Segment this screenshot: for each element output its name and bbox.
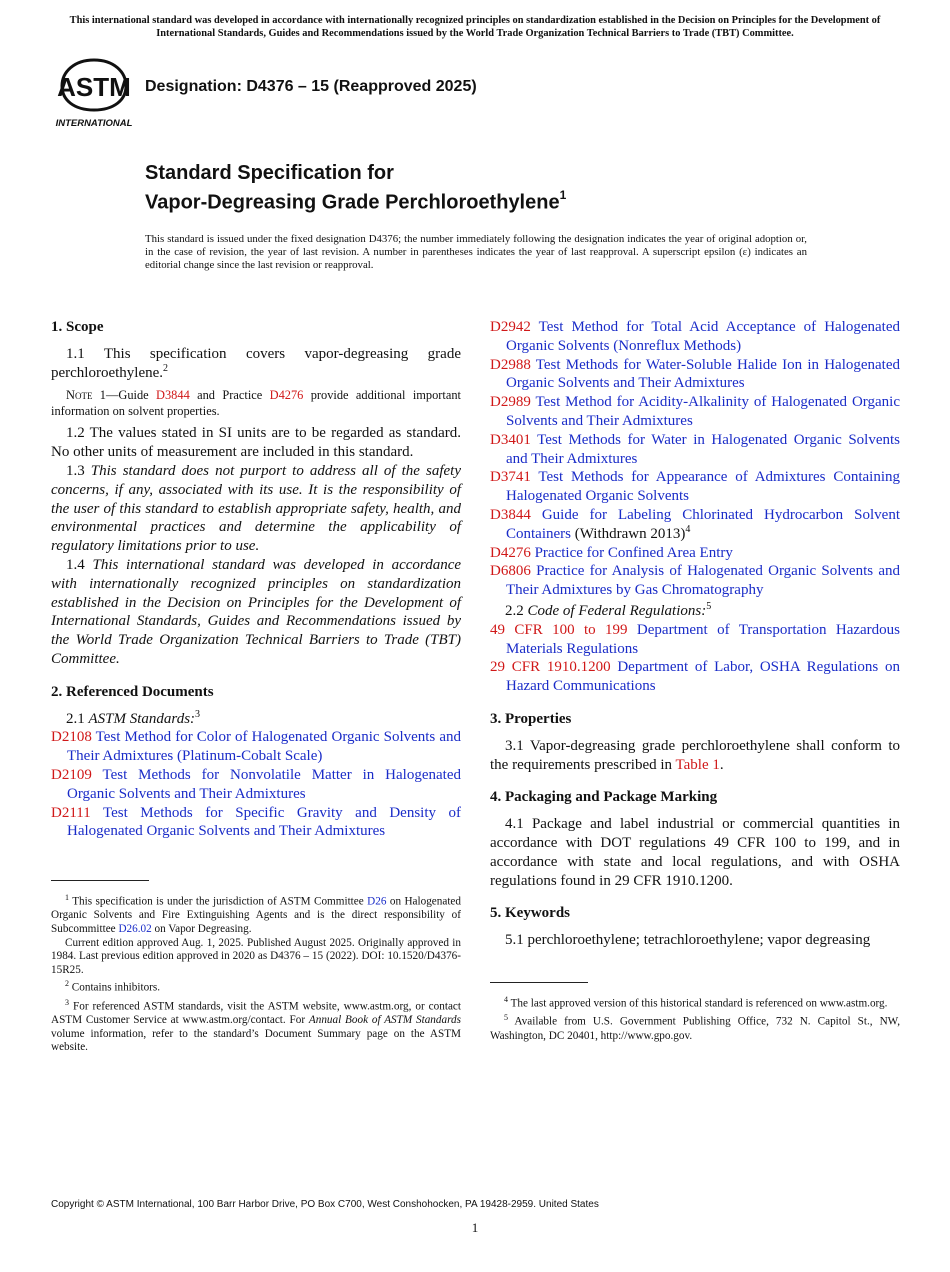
footnote-4-text: The last approved version of this historical standard is referenced on www.astm.org. xyxy=(508,997,888,1010)
para-1-2: 1.2 The values stated in SI units are to be regarded as standard. No other units of measurement are included in this standard. xyxy=(51,425,461,461)
footnote-3 xyxy=(51,996,461,1055)
cfr-label-text: Code of Federal Regulations: xyxy=(527,602,707,619)
footnote-4-mark: 4 xyxy=(504,995,508,1004)
section-1-heading: 1. Scope xyxy=(51,319,104,335)
ref-d6806-title[interactable]: Practice for Analysis of Halogenated Organic Solvents and Their Admixtures by Gas Chromatography xyxy=(506,563,901,599)
footnote-rule-right xyxy=(490,982,588,983)
footnote-1-a: This specification is under the jurisdiction of ASTM Committee xyxy=(69,895,368,908)
ref-d3741-title[interactable]: Test Methods for Appearance of Admixtures Containing Halogenated Organic Solvents xyxy=(506,469,900,505)
para-3-1-end: . xyxy=(719,756,724,773)
note-1-c: provide additional important information on solvent properties. xyxy=(51,388,461,418)
svg-text:ASTM: ASTM xyxy=(57,72,131,102)
footnote-1-edition: Current edition approved Aug. 1, 2025. Published August 2025. Originally approved in 1984. Last previous edition approved in 2020 as D4376 – 15 (2022). DOI: 10.1520/D4376-15R25. xyxy=(51,936,461,976)
footnote-2-mark: 2 xyxy=(65,979,69,989)
title-line-2-text: Vapor-Degreasing Grade Perchloroethylene xyxy=(145,191,560,214)
ref-d3844-withdrawn: (Withdrawn 2013) xyxy=(571,525,686,542)
ref-d3401-code[interactable]: D3401 xyxy=(490,431,531,448)
ref-d2109 xyxy=(51,766,461,804)
footnote-3-mark: 3 xyxy=(65,997,69,1007)
para-1-3 xyxy=(51,462,461,556)
left-column xyxy=(51,318,461,841)
ref-49-cfr-title[interactable]: Department of Transportation Hazardous Materials Regulations xyxy=(506,621,900,657)
para-5-1: 5.1 perchloroethylene; tetrachloroethylene; vapor degreasing xyxy=(505,932,871,949)
ref-29-cfr-title[interactable]: Department of Labor, OSHA Regulations on Hazard Communications xyxy=(506,659,900,695)
note-1-link-d3844[interactable]: D3844 xyxy=(156,388,190,403)
designation: Designation: D4376 – 15 (Reapproved 2025) xyxy=(145,78,477,95)
footnote-2-text: Contains inhibitors. xyxy=(69,982,161,995)
ref-d2109-title[interactable]: Test Methods for Nonvolatile Matter in Halogenated Organic Solvents and Their Admixtures xyxy=(67,766,461,802)
note-1-a: —Guide xyxy=(106,388,157,403)
issue-note: This standard is issued under the fixed designation D4376; the number immediately following the designation indicates the year of original adoption or, in the case of revision, the year of last revision. A number in parentheses indicates the year of last reapproval. A superscript epsilon (ε) indicates an editorial change since the last revision or reapproval. xyxy=(145,233,807,271)
para-1-4-num: 1.4 xyxy=(66,556,93,573)
astm-label: ASTM Standards: xyxy=(88,710,196,727)
para-1-1 xyxy=(51,345,461,383)
top-notice: This international standard was developed in accordance with internationally recognized principles on standardization established in the Decision on Principles for the Development of International Standards, Guides and Recommendations issued by the World Trade Organization Technical Barriers to Trade (TBT) Committee. xyxy=(69,15,881,39)
para-3-1-text: 3.1 Vapor-degreasing grade perchloroethylene shall conform to the requirements prescribed in xyxy=(490,737,900,773)
para-1-1-text: 1.1 This specification covers vapor-degreasing grade perchloroethylene. xyxy=(51,345,461,381)
note-1 xyxy=(51,388,461,419)
ref-d4276 xyxy=(490,544,900,563)
ref-d2111 xyxy=(51,804,461,842)
table-1-link[interactable]: Table 1 xyxy=(675,756,720,773)
ref-d3844-sup: 4 xyxy=(685,523,691,535)
footnotes-right xyxy=(490,968,900,1043)
para-1-1-sup: 2 xyxy=(163,362,169,374)
para-3-1 xyxy=(490,737,900,775)
ref-d3844-code[interactable]: D3844 xyxy=(490,506,531,523)
para-4-1: 4.1 Package and label industrial or commercial quantities in accordance with DOT regulations 49 CFR 100 to 199, and in accordance with state and local regulations, and with OSHA regulations found in 29 CFR 1910.1200. xyxy=(490,816,900,889)
ref-d2111-title[interactable]: Test Methods for Specific Gravity and Density of Halogenated Organic Solvents and Their Admixtures xyxy=(67,804,461,840)
title-footnote-mark: 1 xyxy=(559,188,567,202)
ref-d3844 xyxy=(490,506,900,544)
footnote-3-b: volume information, refer to the standard’s Document Summary page on the ASTM website. xyxy=(51,1027,461,1054)
ref-d3401 xyxy=(490,431,900,469)
footnote-5-mark: 5 xyxy=(504,1013,508,1023)
logo-label: INTERNATIONAL xyxy=(55,118,133,129)
footnote-2 xyxy=(51,977,461,995)
ref-d3844-title[interactable]: Guide for Labeling Chlorinated Hydrocarbon Solvent Containers xyxy=(506,506,900,542)
note-1-link-d4276[interactable]: D4276 xyxy=(269,388,304,403)
cfr-num: 2.2 xyxy=(505,602,528,619)
footnote-5-text: Available from U.S. Government Publishing Office, 732 N. Capitol St., NW, Washington, DC 20401, http://www.gpo.gov. xyxy=(490,1016,900,1042)
ref-29-cfr xyxy=(490,658,900,696)
footnote-1-b: on Halogenated Organic Solvents and Fire Extinguishing Agents and is the direct responsibility of Subcommittee xyxy=(51,895,461,935)
para-1-4 xyxy=(51,556,461,669)
note-1-label: Note 1 xyxy=(66,388,106,403)
document-title xyxy=(145,161,566,215)
title-line-2 xyxy=(145,185,566,215)
ref-d2108-title[interactable]: Test Method for Color of Halogenated Organic Solvents and Their Admixtures (Platinum-Cobalt Scale) xyxy=(67,729,462,765)
ref-d2989-code[interactable]: D2989 xyxy=(490,394,531,411)
ref-49-cfr xyxy=(490,621,900,659)
footnote-4 xyxy=(490,993,900,1011)
section-3-heading: 3. Properties xyxy=(490,710,572,727)
section-2-heading: 2. Referenced Documents xyxy=(51,683,214,700)
footnote-1-c: on Vapor Degreasing. xyxy=(151,922,252,935)
cfr-label xyxy=(490,602,900,621)
para-1-3-num: 1.3 xyxy=(66,462,91,479)
ref-d2108-code[interactable]: D2108 xyxy=(51,729,92,746)
astm-standards-label xyxy=(51,710,461,729)
footnote-3-a: For referenced ASTM standards, visit the ASTM website, www.astm.org, or contact ASTM Customer Service at www.astm.org/contact. For xyxy=(51,1000,461,1026)
ref-d6806 xyxy=(490,562,900,600)
ref-d3401-title[interactable]: Test Methods for Water in Halogenated Organic Solvents and Their Admixtures xyxy=(506,431,901,467)
astm-logo-icon xyxy=(54,56,134,130)
ref-d2942-title[interactable]: Test Method for Total Acid Acceptance of Halogenated Organic Solvents (Nonreflux Methods) xyxy=(506,319,900,354)
astm-sup: 3 xyxy=(195,708,201,720)
footnotes-left xyxy=(51,866,461,1055)
ref-d4276-code[interactable]: D4276 xyxy=(490,544,531,561)
ref-d2988-code[interactable]: D2988 xyxy=(490,356,531,373)
footnote-1 xyxy=(51,891,461,937)
footnote-3-italic: Annual Book of ASTM Standards xyxy=(308,1013,461,1026)
section-5-heading: 5. Keywords xyxy=(490,905,570,922)
footnote-1-link-d26[interactable]: D26 xyxy=(367,895,387,908)
right-column xyxy=(490,318,900,950)
ref-d4276-title[interactable]: Practice for Confined Area Entry xyxy=(534,544,733,561)
note-1-b: and Practice xyxy=(189,388,270,403)
footnote-1-mark: 1 xyxy=(65,893,69,902)
ref-d2942-code[interactable]: D2942 xyxy=(490,319,531,335)
ref-d2111-code[interactable]: D2111 xyxy=(51,804,91,821)
ref-d3741-code[interactable]: D3741 xyxy=(490,469,531,486)
para-1-3-text: This standard does not purport to address all of the safety concerns, if any, associated with its use. It is the responsibility of the user of this standard to establish appropriate safety, health, and environmental practices and determine the applicability of regulatory limitations prior to use. xyxy=(51,462,461,555)
ref-d2989 xyxy=(490,393,900,431)
para-1-4-text: This international standard was developed in accordance with internationally recognized principles on standardization established in the Decision on Principles for the Development of International Standards, Guides and Recommendations issued by the World Trade Organization Technical Barriers to Trade (TBT) Committee. xyxy=(51,556,462,667)
footnote-5 xyxy=(490,1011,900,1043)
astm-num: 2.1 xyxy=(66,710,89,727)
ref-d2108 xyxy=(51,728,461,766)
copyright: Copyright © ASTM International, 100 Barr Harbor Drive, PO Box C700, West Conshohocken, PA 19428-2959. United States xyxy=(51,1199,599,1210)
ref-d3741 xyxy=(490,468,900,506)
footnote-1-link-d26-02[interactable]: D26.02 xyxy=(118,922,152,935)
ref-d2988-title[interactable]: Test Methods for Water-Soluble Halide Ion in Halogenated Organic Solvents and Their Admixtures xyxy=(506,356,900,392)
ref-d6806-code[interactable]: D6806 xyxy=(490,563,531,580)
footnote-rule-left xyxy=(51,880,149,881)
ref-d2109-code[interactable]: D2109 xyxy=(51,766,92,783)
ref-d2988 xyxy=(490,356,900,394)
ref-49-cfr-code[interactable]: 49 CFR 100 to 199 xyxy=(490,621,628,638)
page-number: 1 xyxy=(471,1220,479,1235)
section-4-heading: 4. Packaging and Package Marking xyxy=(490,789,718,806)
ref-29-cfr-code[interactable]: 29 CFR 1910.1200 xyxy=(490,659,611,676)
title-line-1: Standard Specification for xyxy=(145,162,394,184)
ref-d2942 xyxy=(490,318,900,356)
ref-d2989-title[interactable]: Test Method for Acidity-Alkalinity of Halogenated Organic Solvents and Their Admixtures xyxy=(506,394,900,429)
cfr-sup: 5 xyxy=(706,600,712,612)
